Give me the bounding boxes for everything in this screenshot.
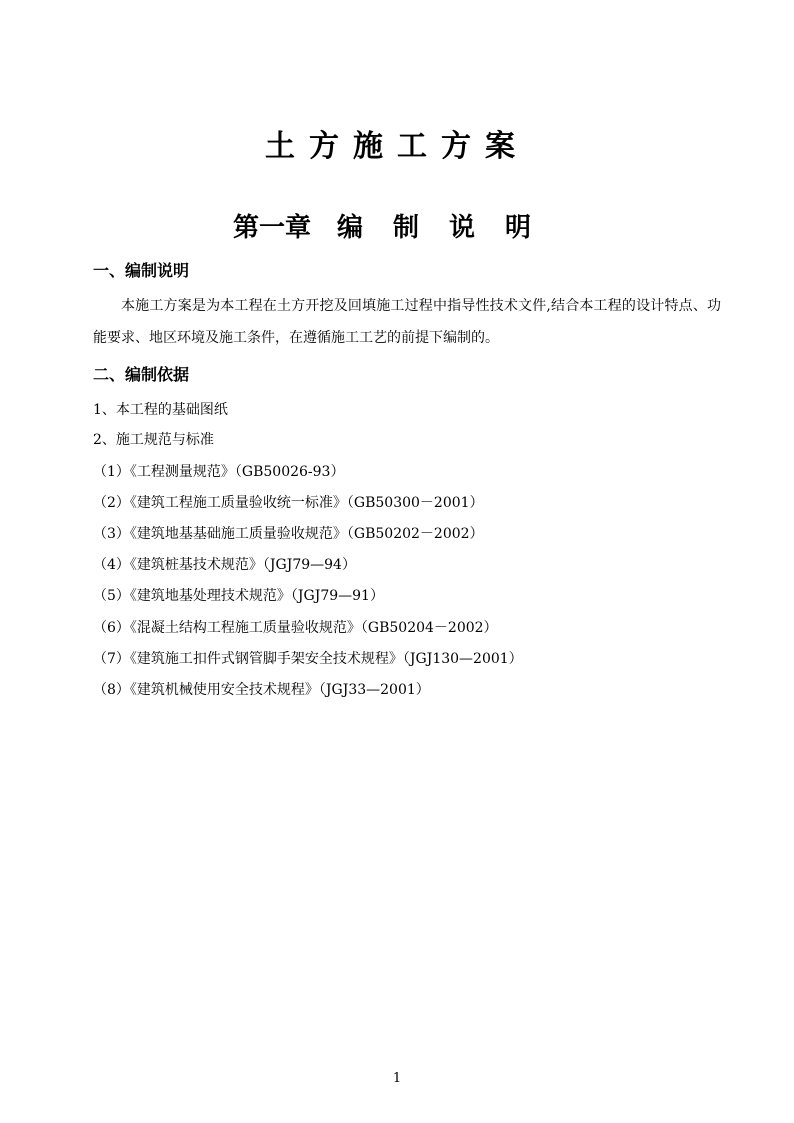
chapter-title: [0, 210, 794, 246]
standard-item: （4）《建筑桩基技术规范》（JGJ79—94）: [93, 557, 356, 573]
basis-item: 1、本工程的基础图纸: [93, 402, 228, 418]
standard-item: （3）《建筑地基基础施工质量验收规范》（GB50202－2002）: [93, 526, 484, 542]
standard-item: （5）《建筑地基处理技术规范》（JGJ79—91）: [93, 588, 384, 604]
standard-item: （2）《建筑工程施工质量验收统一标准》（GB50300－2001）: [93, 495, 484, 511]
section-paragraph: 本施工方案是为本工程在土方开挖及回填施工过程中指导性技术文件,结合本工程的设计特点、功能要求、地区环境及施工条件，在遵循施工工艺的前提下编制的。: [93, 298, 721, 346]
standard-item: （1）《工程测量规范》（GB50026-93）: [93, 464, 345, 480]
page-number: 1: [392, 1071, 402, 1086]
basis-item: 2、施工规范与标准: [93, 432, 214, 448]
standard-item: （8）《建筑机械使用安全技术规程》（JGJ33—2001）: [93, 682, 430, 698]
section-heading-compilation-basis: 二、编制依据: [93, 365, 190, 384]
document-title: 土方施工方案: [265, 129, 529, 164]
chapter-name: 编制说明: [337, 213, 562, 243]
standard-item: （6）《混凝土结构工程施工质量验收规范》（GB50204－2002）: [93, 620, 498, 636]
chapter-number: 第一章: [232, 213, 311, 243]
section-heading-compilation-notes: 一、编制说明: [93, 261, 190, 280]
standard-item: （7）《建筑施工扣件式钢管脚手架安全技术规程》（JGJ130—2001）: [93, 651, 523, 667]
